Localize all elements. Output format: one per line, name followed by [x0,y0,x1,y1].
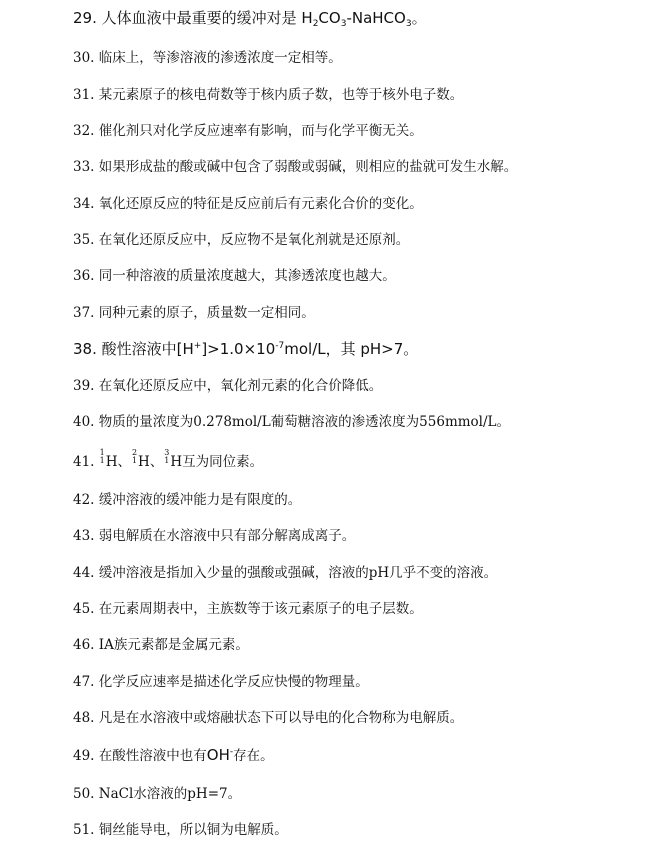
isotope-deuterium: 2 1 H [131,448,150,470]
isotope-protium: 1 1 H [99,448,118,470]
question-45: 45. 在元素周期表中，主族数等于该元素原子的电子层数。 [73,601,423,617]
question-33: 33. 如果形成盐的酸或碱中包含了弱酸或弱碱，则相应的盐就可发生水解。 [73,159,518,175]
question-42: 42. 缓冲溶液的缓冲能力是有限度的。 [73,492,302,508]
question-30: 30. 临床上，等渗溶液的渗透浓度一定相等。 [73,50,342,66]
question-41: 41. 1 1 H、 2 1 H、 3 1 H互为同位素。 [73,448,264,470]
question-48: 48. 凡是在水溶液中或熔融状态下可以导电的化合物称为电解质。 [73,710,464,726]
hydroxide-ion: OH- [206,746,234,764]
question-29: 29. 人体血液中最重要的缓冲对是 $H_2CO_3-NaHCO_3$。 [73,9,427,29]
isotope-tritium: 3 1 H [164,448,183,470]
question-46: 46. ⅠA族元素都是金属元素。 [73,637,249,653]
question-50: 50. NaCl水溶液的pH=7。 [73,786,242,802]
question-36: 36. 同一种溶液的质量浓度越大，其渗透浓度也越大。 [73,268,396,284]
question-51: 51. 铜丝能导电，所以铜为电解质。 [73,822,288,838]
question-31: 31. 某元素原子的核电荷数等于核内质子数，也等于核外电子数。 [73,87,464,103]
question-37: 37. 同种元素的原子，质量数一定相同。 [73,305,315,321]
question-49: 49. 在酸性溶液中也有OH-存在。 [73,746,274,764]
question-44: 44. 缓冲溶液是指加入少量的强酸或强碱，溶液的pH几乎不变的溶液。 [73,565,498,581]
question-38: 38. 酸性溶液中$[H^+]>1.0\times 10^{-7}mol/L$，其 pH>7。 [73,340,419,358]
question-47: 47. 化学反应速率是描述化学反应快慢的物理量。 [73,674,369,690]
question-39: 39. 在氧化还原反应中，氧化剂元素的化合价降低。 [73,378,383,394]
question-34: 34. 氧化还原反应的特征是反应前后有元素化合价的变化。 [73,196,423,212]
question-43: 43. 弱电解质在水溶液中只有部分解离成离子。 [73,528,356,544]
question-32: 32. 催化剂只对化学反应速率有影响，而与化学平衡无关。 [73,123,423,139]
question-40: 40. 物质的量浓度为0.278mol/L葡萄糖溶液的渗透浓度为556mmol/L。 [73,414,511,430]
question-35: 35. 在氧化还原反应中，反应物不是氧化剂就是还原剂。 [73,232,410,248]
